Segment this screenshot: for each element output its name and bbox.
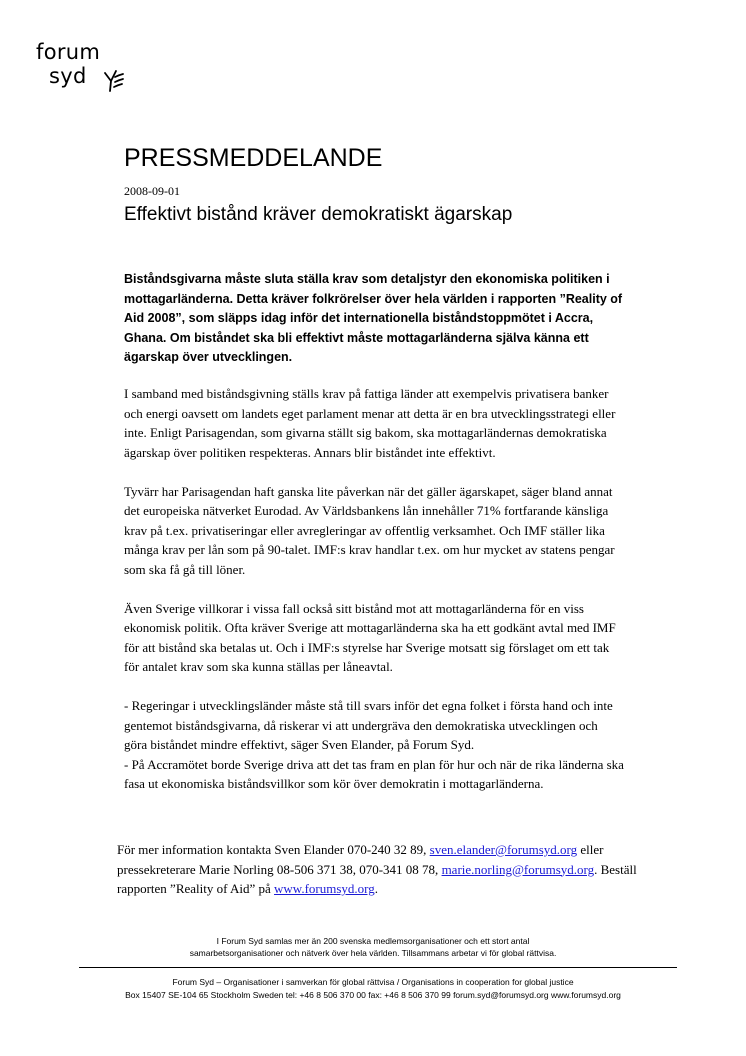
about-line: samarbetsorganisationer och nätverk över hela världen. Tillsammans arbetar vi för global rättvisa. — [189, 948, 557, 958]
about-note — [100, 935, 646, 959]
paragraph: Även Sverige villkorar i vissa fall också sitt bistånd mot att mottagarländerna för en viss ekonomisk politik. Ofta kräver Sverige att mottagarländerna ska ha ett godkänt avtal med IMF för att bistånd ska betalas ut. Och i IMF:s styrelse har Sverige motsatt sig förslaget om ett tak för antalet krav som ska kunna ställas per låneavtal. — [124, 600, 616, 674]
release-date: 2008-09-01 — [124, 184, 180, 198]
paragraph: I samband med biståndsgivning ställs krav på fattiga länder att exempelvis privatisera banker och energi oavsett om landets eget parlament menar att detta är en bra utvecklingsstrategi eller inte. Enligt Parisagendan, som givarna ställt sig bakom, ska mottagarländernas demokratiska ägarskap över politiken respekteras. Annars blir biståndet inte effektivt. — [124, 386, 616, 460]
contact-text: . — [374, 881, 379, 896]
contact-text: . Beställ rapporten ”Reality of Aid” på — [117, 861, 637, 896]
quote-sven-elander: - Regeringar i utvecklingsländer måste stå till svars inför det egna folket i första hand och inte gentemot biståndsgivarna, då riskerar vi att undergräva den demokratiska utvecklingen och göra biståndet mindre effektivt, säger Sven Elander, på Forum Syd. — [124, 698, 613, 752]
footer-org-line: Forum Syd – Organisationer i samverkan för global rättvisa / Organisations in cooperation for global justice — [172, 977, 574, 987]
forum-syd-leaf-mark-icon — [103, 70, 125, 92]
contact-text: För mer information kontakta Sven Elander 070-240 32 89, — [117, 842, 430, 857]
press-release-title: Effektivt bistånd kräver demokratiskt ägarskap — [124, 204, 513, 225]
contact-info — [117, 840, 637, 899]
logo-text-forum: forum — [36, 40, 101, 64]
footer-divider — [79, 967, 677, 968]
lead-paragraph: Biståndsgivarna måste sluta ställa krav som detaljstyr den ekonomiska politiken i mottagarländerna. Detta kräver folkrörelser över hela världen i rapporten ”Reality of Aid 2008”, som släpps idag inför det internationella biståndstoppmötet i Accra, Ghana. Om biståndet ska bli effektivt måste mottagarländerna själva känna ett ägarskap över utvecklingen. — [124, 272, 623, 364]
paragraph: Tyvärr har Parisagendan haft ganska lite påverkan när det gäller ägarskapet, säger bland annat det europeiska nätverket Eurodad. Av Världsbankens lån innehåller 71% fortfarande känsliga krav på t.ex. privatiseringar eller avregleringar av offentlig verksamhet. Och IMF ställer lika många krav per lån som på 90-talet. IMF:s krav handlar t.ex. om hur mycket av statens pengar som ska få gå till löner. — [124, 483, 615, 577]
email-link-marie[interactable]: marie.norling@forumsyd.org — [441, 861, 595, 877]
quote-paragraph — [124, 696, 624, 794]
website-link[interactable]: www.forumsyd.org — [274, 881, 375, 896]
footer-address-line: Box 15407 SE-104 65 Stockholm Sweden tel: +46 8 506 370 00 fax: +46 8 506 370 99 forum.syd@forumsyd.org www.forumsyd.org — [125, 989, 621, 1000]
contact-text: eller pressekreterare Marie Norling 08-506 371 38, 070-341 08 78, — [117, 842, 604, 877]
email-link-sven[interactable]: sven.elander@forumsyd.org — [429, 842, 578, 857]
document-heading: PRESSMEDDELANDE — [124, 144, 383, 172]
quote-accra: - På Accramötet borde Sverige driva att det tas fram en plan för hur och när de rika länderna ska fasa ut ekonomiska biståndsvillkor som kör över demokratin i mottagarländerna. — [124, 756, 624, 791]
about-line: I Forum Syd samlas mer än 200 svenska medlemsorganisationer och ett stort antal — [216, 936, 530, 946]
logo-text-syd: syd — [49, 64, 87, 88]
forum-syd-logo — [36, 40, 136, 100]
body-text — [124, 384, 624, 813]
footer — [30, 976, 716, 1001]
